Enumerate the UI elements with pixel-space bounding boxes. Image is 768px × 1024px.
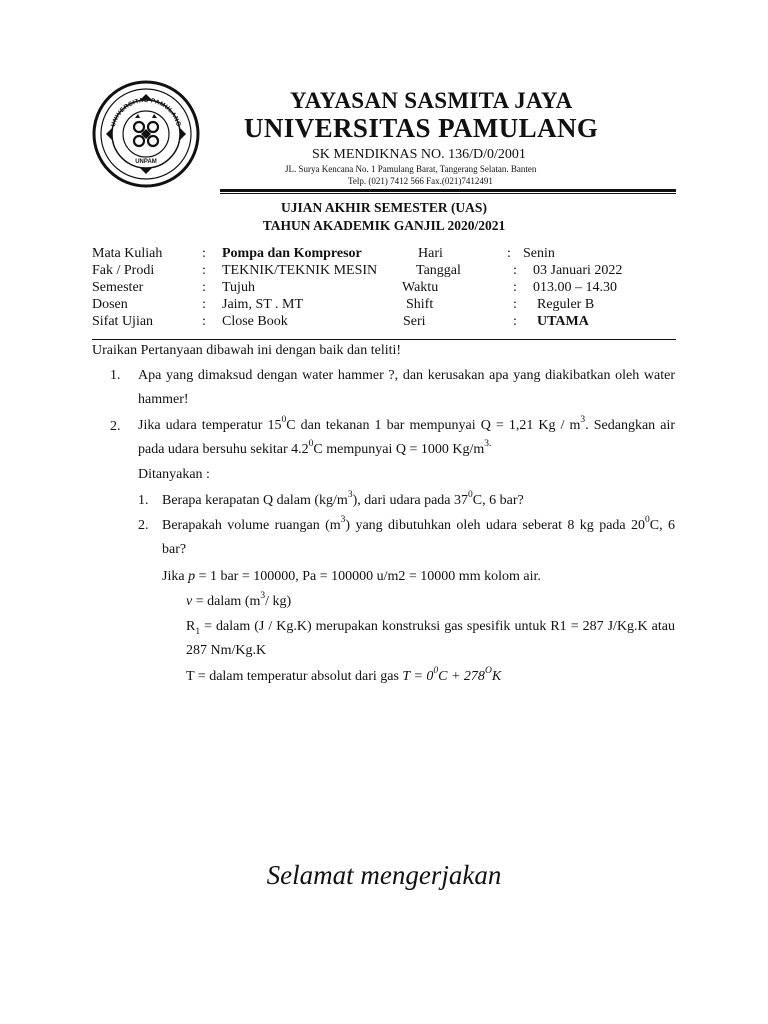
- question-number: 1.: [110, 368, 121, 383]
- hint-temperature: T = dalam temperatur absolut dari gas $T = 0^0C + 278^OK$: [186, 666, 502, 684]
- university-name: UNIVERSITAS PAMULANG: [244, 113, 599, 143]
- label-exam-type: Sifat Ujian: [92, 314, 154, 329]
- value-date: 03 Januari 2022: [533, 263, 623, 278]
- label-faculty: Fak / Prodi: [92, 263, 155, 278]
- value-time: 013.00 – 14.30: [533, 280, 617, 295]
- hint-pressure: Jika p = 1 bar = 100000, Pa = 100000 u/m2 = 10000 mm kolom air.: [162, 569, 541, 584]
- label-semester: Semester: [92, 280, 144, 295]
- sub-question-1-text: Berapa kerapatan Q dalam $(kg/m^3)$, dari udara pada $37^0C$, 6 bar?: [162, 490, 524, 508]
- question-number: 2.: [110, 419, 121, 434]
- value-lecturer: Jaim, ST . MT: [222, 297, 304, 312]
- label-course: Mata Kuliah: [92, 246, 163, 261]
- hint-gas-constant: $R_1$ = dalam (J / Kg.K) merupakan konstruksi gas spesifik untuk R1 = 287 J/Kg.K atau 287 Nm/Kg.K: [186, 619, 675, 658]
- label-date: Tanggal: [416, 263, 461, 278]
- hint-volume: ν = dalam ($m^3/$ kg): [186, 591, 292, 609]
- colon: :: [202, 263, 206, 278]
- colon: :: [513, 314, 517, 329]
- academic-year: TAHUN AKADEMIK GANJIL 2020/2021: [262, 218, 506, 233]
- instruction: Uraikan Pertanyaan dibawah ini dengan baik dan teliti!: [92, 343, 402, 358]
- colon: :: [202, 280, 206, 295]
- foundation-name: YAYASAN SASMITA JAYA: [290, 88, 573, 113]
- sub-question-number: 2.: [138, 518, 149, 533]
- value-shift: Reguler B: [537, 297, 595, 312]
- sub-question-number: 1.: [138, 493, 149, 508]
- colon: :: [202, 314, 206, 329]
- colon: :: [513, 280, 517, 295]
- colon: :: [513, 297, 517, 312]
- colon: :: [507, 246, 511, 261]
- question-1-text: Apa yang dimaksud dengan water hammer ?, dan kerusakan apa yang diakibatkan oleh water hammer!: [138, 368, 675, 407]
- value-exam-type: Close Book: [222, 314, 288, 329]
- value-course: Pompa dan Kompresor: [222, 246, 362, 261]
- logo-bottom-text: UNPAM: [135, 159, 157, 165]
- value-faculty: TEKNIK/TEKNIK MESIN: [222, 263, 378, 278]
- label-series: Seri: [403, 314, 426, 329]
- value-semester: Tujuh: [222, 280, 255, 295]
- logo-ring-text: UNIVERSITAS PAMULANG: [109, 96, 183, 128]
- colon: :: [202, 246, 206, 261]
- colon: :: [513, 263, 517, 278]
- asked-label: Ditanyakan :: [138, 467, 210, 482]
- value-series: UTAMA: [537, 314, 589, 329]
- exam-title: UJIAN AKHIR SEMESTER (UAS): [281, 200, 487, 215]
- question-2-text: Jika udara temperatur $15^0C$ dan tekanan 1 bar mempunyai Q = 1,21 Kg / $m^3$. Sedangkan air pada udara bersuhu sekitar $4.2^0C$ mempunyai Q = 1000 $Kg/m^{3.}$: [138, 415, 675, 457]
- address: JL. Surya Kencana No. 1 Pamulang Barat, Tangerang Selatan. Banten: [285, 164, 537, 174]
- label-lecturer: Dosen: [92, 297, 128, 312]
- value-day: Senin: [523, 246, 555, 261]
- label-shift: Shift: [406, 297, 434, 312]
- colon: :: [202, 297, 206, 312]
- label-time: Waktu: [402, 280, 439, 295]
- sub-question-2-text: Berapakah volume ruangan $(m^3)$ yang dibutuhkan oleh udara seberat 8 kg pada $20^0C$, 6 bar?: [162, 515, 675, 557]
- closing-message: Selamat mengerjakan: [266, 860, 502, 890]
- phone-fax: Telp. (021) 7412 566 Fax.(021)7412491: [348, 176, 493, 186]
- decree-number: SK MENDIKNAS NO. 136/D/0/2001: [312, 147, 526, 162]
- label-day: Hari: [418, 246, 443, 261]
